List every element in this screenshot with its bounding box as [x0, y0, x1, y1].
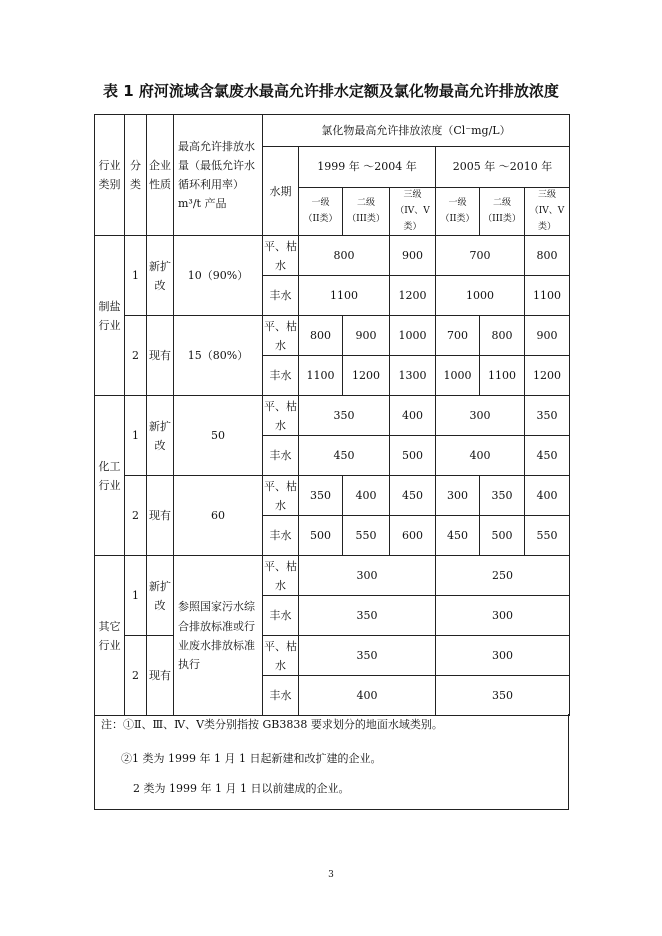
- water-period-cell: [263, 276, 299, 316]
- value-cell: [299, 636, 436, 676]
- value-cell-text: 1000: [443, 369, 472, 383]
- value-cell-text: 400: [355, 489, 377, 503]
- table-title: 表 1 府河流域含氯废水最高允许排水定额及氯化物最高允许排放浓度: [103, 82, 559, 100]
- value-cell-text: 450: [447, 529, 468, 543]
- quota-cell: [174, 236, 263, 316]
- header-classification: [125, 115, 147, 236]
- header-level-3: [436, 188, 480, 236]
- value-cell: [436, 476, 480, 516]
- value-cell: [436, 276, 525, 316]
- value-cell-text: 500: [402, 449, 423, 463]
- value-cell: [436, 316, 480, 356]
- header-water-period: [263, 147, 299, 236]
- water-period-cell-text: 平、枯水: [264, 399, 297, 432]
- header-industry-category: [95, 115, 125, 236]
- value-cell-text: 800: [333, 249, 355, 263]
- header-row-1: [95, 115, 570, 147]
- level-class: （III类）: [483, 213, 521, 224]
- header-quota-unit: m³/t 产品: [178, 197, 227, 211]
- value-cell-text: 400: [536, 489, 558, 503]
- header-level-4: [480, 188, 525, 236]
- level-class: （IV、V类）: [395, 205, 430, 232]
- nature-cell-text: 新扩改: [149, 419, 171, 452]
- value-cell-text: 400: [469, 449, 491, 463]
- header-period-1: [299, 147, 436, 188]
- industry-cell: [95, 556, 125, 716]
- level-class: （IV、V类）: [529, 205, 565, 232]
- value-cell-text: 1000: [466, 289, 494, 303]
- industry-cell: [95, 236, 125, 396]
- value-cell: [390, 316, 436, 356]
- header-concentration-text: 氯化物最高允许排放浓度（Cl⁻mg/L）: [321, 123, 511, 137]
- value-cell-text: 700: [447, 329, 468, 343]
- value-cell: [525, 476, 570, 516]
- value-cell: [390, 396, 436, 436]
- value-cell-text: 450: [333, 449, 355, 463]
- value-cell-text: 350: [356, 649, 378, 663]
- value-cell: [299, 396, 390, 436]
- value-cell: [390, 476, 436, 516]
- value-cell-text: 1200: [398, 289, 427, 303]
- quota-cell: [174, 396, 263, 476]
- quota-cell-text: 50: [211, 429, 225, 443]
- page-number: 3: [328, 870, 334, 880]
- level-grade: 三级: [538, 190, 557, 200]
- value-cell: [390, 276, 436, 316]
- class-cell-text: 1: [132, 269, 139, 283]
- value-cell-text: 1200: [533, 369, 562, 383]
- value-cell: [480, 476, 525, 516]
- nature-cell-text: 现有: [149, 349, 171, 363]
- value-cell: [299, 236, 390, 276]
- quota-cell-text: 10（90%）: [187, 269, 249, 283]
- class-cell-text: 1: [132, 429, 139, 443]
- water-period-cell: [263, 436, 299, 476]
- table-row: [95, 636, 570, 676]
- value-cell: [299, 596, 436, 636]
- value-cell: [436, 516, 480, 556]
- class-cell: [125, 396, 147, 476]
- quota-cell: [174, 316, 263, 396]
- class-cell: [125, 476, 147, 556]
- value-cell: [436, 236, 525, 276]
- value-cell: [390, 516, 436, 556]
- table-row: [95, 396, 570, 436]
- value-cell-text: 900: [355, 329, 377, 343]
- value-cell: [299, 556, 436, 596]
- value-cell: [525, 436, 570, 476]
- value-cell: [343, 316, 390, 356]
- value-cell: [343, 516, 390, 556]
- value-cell-text: 900: [402, 249, 423, 263]
- header-industry-category-text: 行业类别: [98, 158, 121, 192]
- table-row: [95, 556, 570, 596]
- water-period-cell-text: 丰水: [269, 369, 292, 383]
- quota-cell-text: 15（80%）: [187, 349, 249, 363]
- level-grade: 二级: [356, 197, 375, 208]
- value-cell: [525, 316, 570, 356]
- value-cell: [480, 356, 525, 396]
- value-cell: [480, 316, 525, 356]
- header-enterprise-nature-text: 企业性质: [149, 158, 171, 192]
- value-cell: [299, 356, 343, 396]
- nature-cell-text: 新扩改: [149, 259, 171, 292]
- value-cell-text: 300: [469, 409, 491, 423]
- value-cell: [436, 596, 570, 636]
- value-cell-text: 450: [536, 449, 558, 463]
- value-cell: [436, 436, 525, 476]
- value-cell-text: 500: [491, 529, 513, 543]
- water-period-cell-text: 平、枯水: [264, 479, 297, 512]
- table-row: [95, 476, 570, 516]
- class-cell: [125, 316, 147, 396]
- nature-cell: [147, 396, 174, 476]
- nature-cell-text: 现有: [149, 669, 171, 683]
- header-classification-text: 分类: [130, 158, 141, 192]
- water-period-cell: [263, 316, 299, 356]
- nature-cell: [147, 556, 174, 636]
- value-cell: [480, 516, 525, 556]
- value-cell-text: 350: [356, 609, 378, 623]
- value-cell-text: 800: [310, 329, 331, 343]
- header-concentration: [263, 115, 570, 147]
- value-cell-text: 300: [447, 489, 468, 503]
- chloride-standards-table: [94, 114, 570, 716]
- table-row: [95, 236, 570, 276]
- water-period-cell-text: 丰水: [269, 609, 292, 623]
- value-cell-text: 1200: [352, 369, 380, 383]
- value-cell: [299, 516, 343, 556]
- value-cell-text: 1100: [533, 289, 562, 303]
- level-grade: 一级: [311, 197, 330, 208]
- level-grade: 三级: [403, 190, 422, 200]
- value-cell-text: 400: [402, 409, 423, 423]
- industry-cell-text: 制盐行业: [98, 299, 121, 332]
- value-cell-text: 1100: [306, 369, 335, 383]
- nature-cell: [147, 636, 174, 716]
- nature-cell-text: 现有: [149, 509, 171, 523]
- value-cell-text: 400: [356, 689, 378, 703]
- nature-cell: [147, 316, 174, 396]
- value-cell-text: 300: [492, 609, 514, 623]
- water-period-cell-text: 丰水: [269, 529, 292, 543]
- value-cell-text: 700: [469, 249, 491, 263]
- value-cell-text: 550: [355, 529, 377, 543]
- table-body: [95, 115, 570, 716]
- value-cell: [390, 436, 436, 476]
- header-period-1-text: 1999 年 ～2004 年: [317, 160, 417, 174]
- quota-cell: [174, 556, 263, 716]
- quota-cell-text: 60: [211, 509, 225, 523]
- value-cell-text: 800: [491, 329, 513, 343]
- water-period-cell-text: 平、枯水: [264, 319, 297, 352]
- value-cell: [436, 396, 525, 436]
- nature-cell-text: 新扩改: [149, 579, 171, 612]
- nature-cell: [147, 236, 174, 316]
- value-cell: [525, 236, 570, 276]
- note-2: ②1 类为 1999 年 1 月 1 日起新建和改扩建的企业。: [121, 752, 382, 765]
- class-cell: [125, 636, 147, 716]
- value-cell-text: 350: [491, 489, 513, 503]
- water-period-cell-text: 平、枯水: [264, 239, 297, 272]
- value-cell: [436, 636, 570, 676]
- table-row: [95, 316, 570, 356]
- header-period-2-text: 2005 年 ～2010 年: [452, 160, 553, 174]
- value-cell-text: 1100: [488, 369, 516, 383]
- value-cell: [299, 276, 390, 316]
- header-level-5: [525, 188, 570, 236]
- value-cell: [299, 676, 436, 716]
- water-period-cell: [263, 676, 299, 716]
- class-cell: [125, 556, 147, 636]
- value-cell-text: 350: [536, 409, 558, 423]
- value-cell-text: 800: [536, 249, 558, 263]
- value-cell-text: 550: [536, 529, 558, 543]
- header-period-2: [436, 147, 570, 188]
- water-period-cell-text: 丰水: [269, 449, 292, 463]
- value-cell: [436, 556, 570, 596]
- notes-box: [94, 714, 569, 810]
- water-period-cell: [263, 636, 299, 676]
- header-level-2: [390, 188, 436, 236]
- level-class: （II类）: [303, 213, 338, 224]
- value-cell-text: 500: [310, 529, 331, 543]
- industry-cell-text: 其它行业: [98, 619, 121, 652]
- value-cell-text: 350: [310, 489, 331, 503]
- water-period-cell: [263, 596, 299, 636]
- water-period-cell: [263, 236, 299, 276]
- value-cell-text: 250: [492, 569, 514, 583]
- header-level-0: [299, 188, 343, 236]
- industry-cell: [95, 396, 125, 556]
- quota-cell: [174, 476, 263, 556]
- value-cell: [525, 516, 570, 556]
- value-cell: [525, 396, 570, 436]
- water-period-cell: [263, 396, 299, 436]
- value-cell-text: 350: [333, 409, 355, 423]
- note-1: 注：①Ⅱ、Ⅲ、Ⅳ、Ⅴ类分别指按 GB3838 要求划分的地面水域类别。: [101, 718, 443, 731]
- class-cell: [125, 236, 147, 316]
- header-water-period-text: 水期: [269, 184, 292, 198]
- value-cell: [299, 476, 343, 516]
- level-grade: 二级: [492, 197, 511, 208]
- value-cell-text: 1300: [398, 369, 427, 383]
- water-period-cell: [263, 356, 299, 396]
- value-cell: [299, 316, 343, 356]
- water-period-cell-text: 平、枯水: [264, 559, 297, 592]
- value-cell: [390, 356, 436, 396]
- water-period-cell-text: 丰水: [269, 689, 292, 703]
- value-cell: [390, 236, 436, 276]
- value-cell: [436, 356, 480, 396]
- header-enterprise-nature: [147, 115, 174, 236]
- value-cell: [299, 436, 390, 476]
- water-period-cell: [263, 556, 299, 596]
- header-quota: [174, 115, 263, 236]
- value-cell-text: 900: [536, 329, 558, 343]
- value-cell-text: 450: [402, 489, 423, 503]
- value-cell-text: 300: [356, 569, 378, 583]
- note-3: 2 类为 1999 年 1 月 1 日以前建成的企业。: [133, 782, 350, 795]
- level-class: （III类）: [347, 213, 385, 224]
- value-cell: [525, 276, 570, 316]
- industry-cell-text: 化工行业: [98, 459, 121, 492]
- class-cell-text: 1: [132, 589, 139, 603]
- water-period-cell-text: 丰水: [269, 289, 292, 303]
- class-cell-text: 2: [132, 509, 139, 523]
- level-grade: 一级: [448, 197, 467, 208]
- value-cell: [525, 356, 570, 396]
- header-level-1: [343, 188, 390, 236]
- value-cell: [343, 356, 390, 396]
- value-cell: [436, 676, 570, 716]
- value-cell-text: 600: [402, 529, 423, 543]
- class-cell-text: 2: [132, 669, 139, 683]
- value-cell: [343, 476, 390, 516]
- class-cell-text: 2: [132, 349, 139, 363]
- water-period-cell: [263, 476, 299, 516]
- nature-cell: [147, 476, 174, 556]
- quota-cell-text: 参照国家污水综合排放标准或行业废水排放标准执行: [178, 600, 255, 671]
- level-class: （II类）: [440, 213, 475, 224]
- value-cell-text: 350: [492, 689, 514, 703]
- value-cell-text: 1000: [398, 329, 427, 343]
- water-period-cell-text: 平、枯水: [264, 639, 297, 672]
- water-period-cell: [263, 516, 299, 556]
- value-cell-text: 1100: [330, 289, 358, 303]
- header-quota-text: 最高允许排放水量（最低允许水循环利用率）: [178, 139, 255, 192]
- value-cell-text: 300: [492, 649, 514, 663]
